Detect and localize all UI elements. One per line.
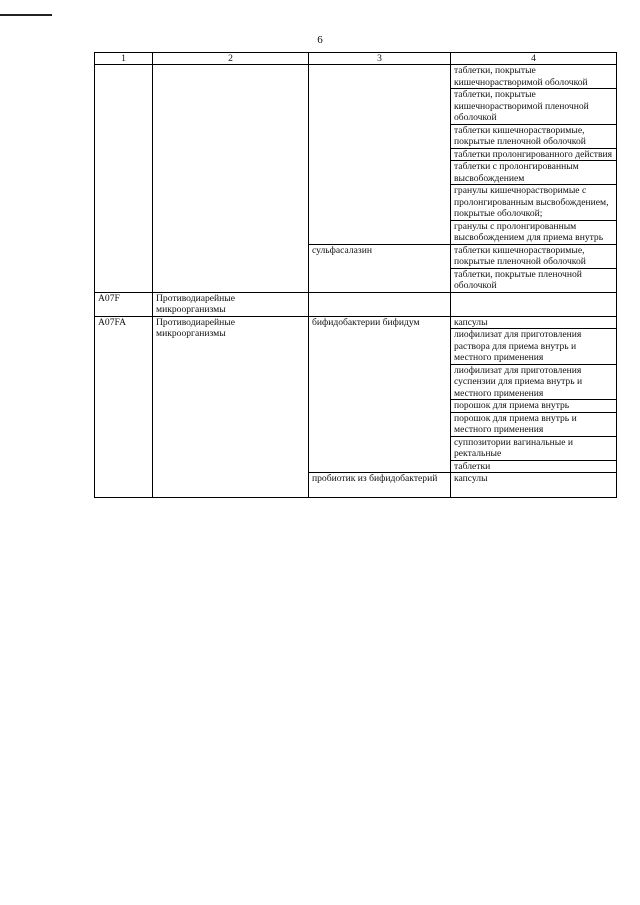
substance-cell: пробиотик из бифидобактерий: [309, 473, 451, 498]
group-cell: Противодиарейные микроорганизмы: [153, 316, 309, 498]
form-cell: лиофилизат для приготовления суспензии для приема внутрь и местного применения: [451, 364, 617, 400]
form-cell: капсулы: [451, 473, 617, 498]
code-cell: A07FA: [95, 316, 153, 498]
page-number: 6: [317, 34, 323, 46]
form-cell: таблетки, покрытые пленочной оболочкой: [451, 268, 617, 292]
code-cell: [95, 65, 153, 293]
code-cell: A07F: [95, 292, 153, 316]
form-cell: таблетки, покрытые кишечнорастворимой пленочной оболочкой: [451, 89, 617, 125]
form-cell: гранулы с пролонгированным высвобождением для приема внутрь: [451, 220, 617, 244]
group-cell: Противодиарейные микроорганизмы: [153, 292, 309, 316]
form-cell: таблетки, покрытые кишечнорастворимой оболочкой: [451, 65, 617, 89]
form-cell: таблетки кишечнорастворимые, покрытые пленочной оболочкой: [451, 244, 617, 268]
form-cell: гранулы кишечнорастворимые с пролонгированным высвобождением, покрытые оболочкой;: [451, 185, 617, 221]
form-cell: [451, 292, 617, 316]
top-edge-rule: [0, 14, 52, 16]
form-cell: суппозитории вагинальные и ректальные: [451, 436, 617, 460]
form-cell: капсулы: [451, 316, 617, 329]
table-row: [95, 292, 617, 316]
header-col-1: 1: [95, 53, 153, 65]
table-row: [95, 65, 617, 89]
group-cell: [153, 65, 309, 293]
form-cell: лиофилизат для приготовления раствора для приема внутрь и местного применения: [451, 329, 617, 365]
substance-cell: бифидобактерии бифидум: [309, 316, 451, 473]
header-col-2: 2: [153, 53, 309, 65]
header-row: [95, 53, 617, 65]
substance-cell: [309, 65, 451, 245]
header-col-3: 3: [309, 53, 451, 65]
header-col-4: 4: [451, 53, 617, 65]
form-cell: таблетки: [451, 460, 617, 473]
form-cell: порошок для приема внутрь: [451, 400, 617, 413]
substance-cell: [309, 292, 451, 316]
drug-table: [94, 52, 617, 498]
form-cell: таблетки пролонгированного действия: [451, 148, 617, 161]
form-cell: порошок для приема внутрь и местного применения: [451, 412, 617, 436]
table-row: [95, 316, 617, 329]
substance-cell: сульфасалазин: [309, 244, 451, 292]
form-cell: таблетки с пролонгированным высвобождением: [451, 161, 617, 185]
form-cell: таблетки кишечнорастворимые, покрытые пленочной оболочкой: [451, 124, 617, 148]
